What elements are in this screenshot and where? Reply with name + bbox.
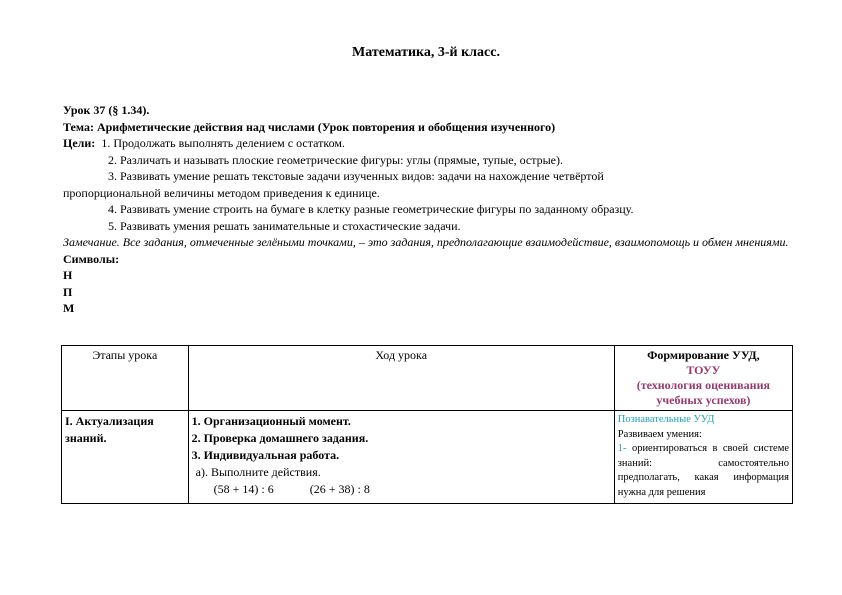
- row-uud: [614, 411, 792, 504]
- lesson-table: [61, 345, 793, 504]
- header-uud-line3: (технология оценивания учебных успехов): [636, 378, 770, 407]
- header-stages: Этапы урока: [62, 346, 189, 411]
- task-expressions: [192, 481, 611, 498]
- goals-block: [63, 135, 793, 152]
- expression: (58 + 14) : 6: [213, 482, 274, 496]
- symbols-label: Символы:: [63, 251, 120, 266]
- task-text: а). Выполните действия.: [195, 465, 321, 479]
- symbol-item: М: [63, 301, 75, 315]
- step-item: 1. Организационный момент.: [191, 414, 351, 428]
- goal-item: 5. Развивать умения решать занимательные и стохастические задачи.: [108, 218, 461, 233]
- row-stage: I. Актуализация знаний.: [62, 411, 189, 504]
- table-header-row: [62, 346, 793, 411]
- goal-item: 1. Продолжать выполнять делением с остатком.: [101, 136, 345, 150]
- symbol-item: Н: [63, 268, 73, 282]
- goal-item: 4. Развивать умение строить на бумаге в клетку разные геометрические фигуры по заданному образцу.: [108, 202, 634, 216]
- symbol-item: П: [63, 284, 73, 299]
- goal-item: 3. Развивать умение решать текстовые задачи изученных видов: задачи на нахождение четвёртой: [108, 169, 604, 183]
- lesson-number: Урок 37 (§ 1.34).: [63, 103, 150, 117]
- note: Замечание. Все задания, отмеченные зелёными точками, – это задания, предполагающие взаимодействие, взаимопомощь и обмен мнениями.: [63, 235, 789, 249]
- table-row: [62, 411, 793, 504]
- step-item: 2. Проверка домашнего задания.: [191, 431, 369, 445]
- uud-number: 1-: [617, 443, 627, 454]
- expression: (26 + 38) : 8: [309, 482, 370, 496]
- header-uud-line1: Формирование УУД,: [647, 348, 760, 362]
- lesson-header: [63, 102, 793, 317]
- page-title: Математика, 3-й класс.: [352, 45, 500, 60]
- header-uud-line2: ТОУУ: [686, 363, 721, 377]
- lesson-topic: Тема: Арифметические действия над числами (Урок повторения и обобщения изученного): [63, 119, 556, 134]
- uud-text: 1- ориентироваться в своей системе знаний: самостоятельно предполагать, какая информация нужна для решения: [617, 443, 789, 498]
- goals-label: Цели:: [63, 136, 96, 150]
- uud-title: Познавательные УУД: [617, 414, 715, 425]
- header-uud: [614, 346, 792, 411]
- row-course: [188, 411, 614, 504]
- goal-item: 2. Различать и называть плоские геометрические фигуры: углы (прямые, тупые, острые).: [108, 152, 563, 167]
- header-course: Ход урока: [188, 346, 614, 411]
- goal-item-continuation: пропорциональной величины методом приведения к единице.: [63, 185, 380, 200]
- uud-intro: Развиваем умения:: [617, 428, 702, 440]
- step-item: 3. Индивидуальная работа.: [191, 448, 340, 462]
